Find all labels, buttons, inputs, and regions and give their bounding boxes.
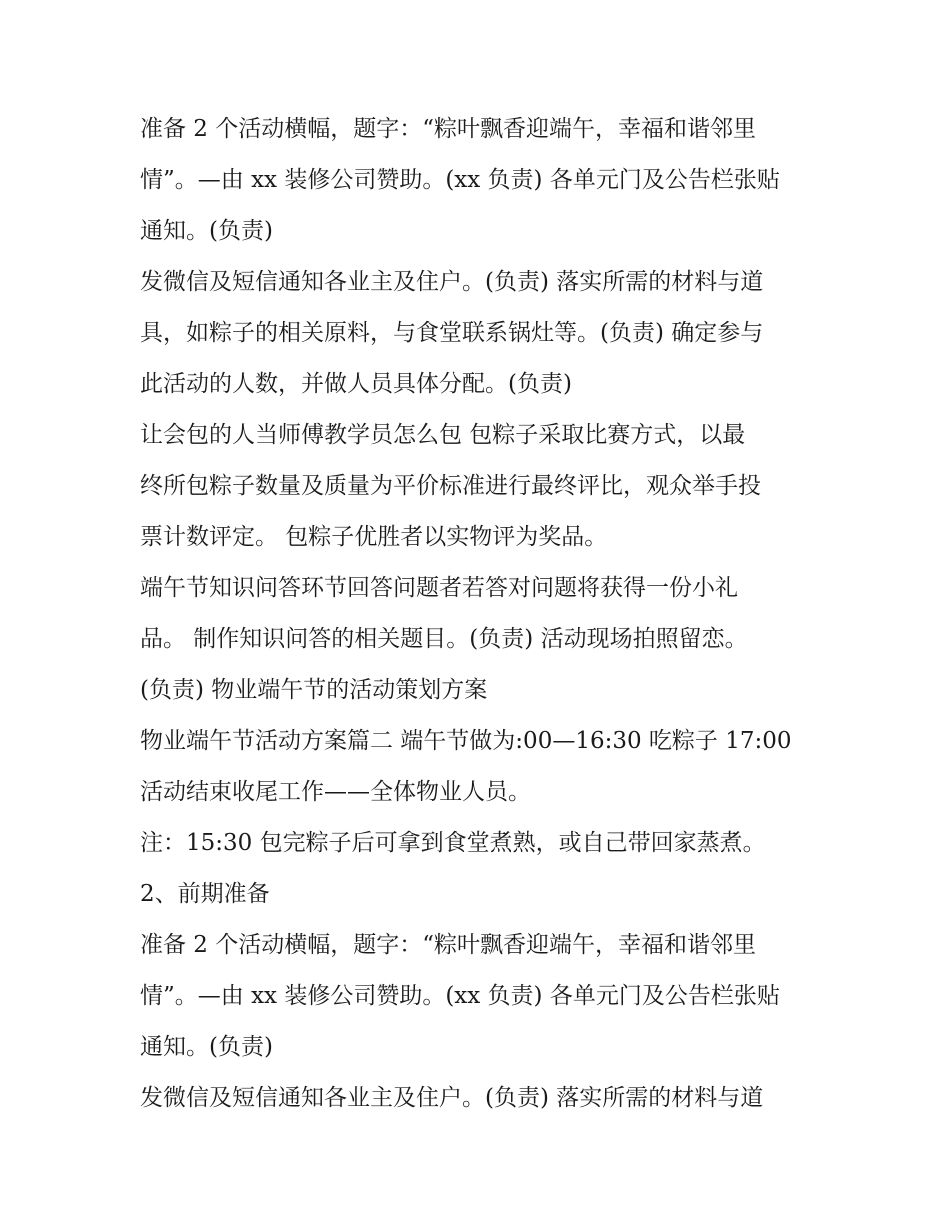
text-line: 终所包粽子数量及质量为平价标准进行最终评比，观众举手投 bbox=[140, 473, 761, 499]
text-line: 情”。—由 xx 装修公司赞助。(xx 负责) 各单元门及公告栏张贴 bbox=[140, 983, 780, 1009]
text-line: 让会包的人当师傅教学员怎么包 包粽子采取比赛方式，以最 bbox=[140, 422, 746, 448]
text-line: 注：15:30 包完粽子后可拿到食堂煮熟，或自己带回家蒸煮。 bbox=[140, 830, 766, 856]
text-line: 此活动的人数，并做人员具体分配。(负责) bbox=[140, 371, 572, 397]
text-line: 票计数评定。 包粽子优胜者以实物评为奖品。 bbox=[140, 524, 608, 550]
paragraph-plan-two bbox=[140, 716, 820, 818]
text-line: 2、前期准备 bbox=[140, 881, 270, 907]
document-body bbox=[140, 104, 820, 1124]
text-line: 准备 2 个活动横幅，题字：“粽叶飘香迎端午，幸福和谐邻里 bbox=[140, 932, 757, 958]
section-heading-preparation bbox=[140, 869, 820, 920]
paragraph-notify-residents-repeat bbox=[140, 1073, 820, 1124]
paragraph-notify-residents bbox=[140, 257, 820, 410]
text-line: 具，如粽子的相关原料，与食堂联系锅灶等。(负责) 确定参与 bbox=[140, 320, 764, 346]
text-line: 物业端午节活动方案篇二 端午节做为:00—16:30 吃粽子 17:00 bbox=[140, 728, 792, 754]
paragraph-note bbox=[140, 818, 820, 869]
text-line: 发微信及短信通知各业主及住户。(负责) 落实所需的材料与道 bbox=[140, 1085, 764, 1111]
text-line: 通知。(负责) bbox=[140, 218, 273, 244]
paragraph-banner-prep-repeat bbox=[140, 920, 820, 1073]
paragraph-plan-title bbox=[140, 665, 820, 716]
text-line: 端午节知识问答环节回答问题者若答对问题将获得一份小礼 bbox=[140, 575, 738, 601]
text-line: 品。 制作知识问答的相关题目。(负责) 活动现场拍照留恋。 bbox=[140, 626, 748, 652]
text-line: 活动结束收尾工作——全体物业人员。 bbox=[140, 779, 531, 805]
paragraph-competition bbox=[140, 410, 820, 563]
text-line: 发微信及短信通知各业主及住户。(负责) 落实所需的材料与道 bbox=[140, 269, 764, 295]
text-line: 通知。(负责) bbox=[140, 1034, 273, 1060]
text-line: 准备 2 个活动横幅，题字：“粽叶飘香迎端午，幸福和谐邻里 bbox=[140, 116, 757, 142]
text-line: (负责) 物业端午节的活动策划方案 bbox=[140, 677, 488, 703]
paragraph-banner-prep bbox=[140, 104, 820, 257]
text-line: 情”。—由 xx 装修公司赞助。(xx 负责) 各单元门及公告栏张贴 bbox=[140, 167, 780, 193]
paragraph-quiz bbox=[140, 563, 820, 665]
